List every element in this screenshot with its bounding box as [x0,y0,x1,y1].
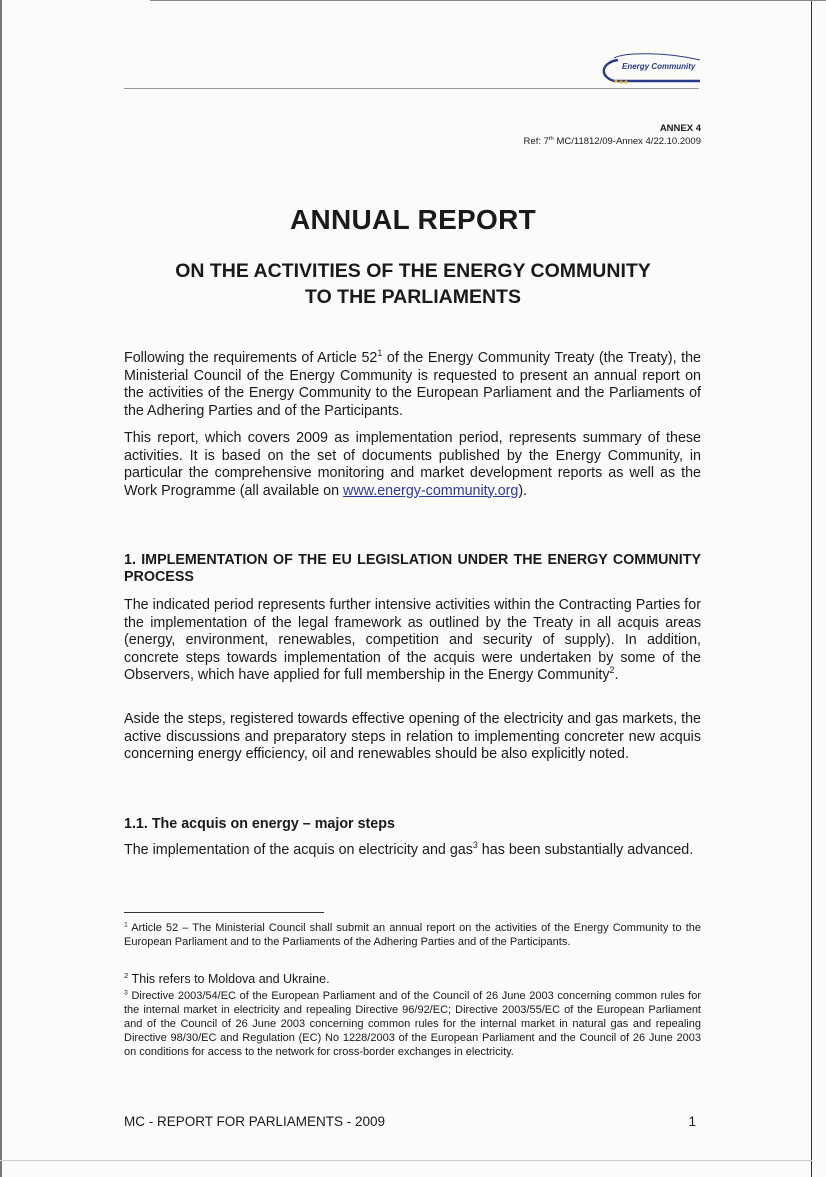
section-1-1-paragraph: The implementation of the acquis on electricity and gas$^3$ has been substantially advanced. [124,840,694,858]
scan-edge-bottom [0,1160,812,1161]
annex-ref: Ref: 7th MC/11812/09-Annex 4/22.10.2009 [523,135,701,147]
intro-paragraph: Following the requirements of Article $52^1$ of the Energy Community Treaty (the Treaty), the Ministerial Council of the Energy Community is requested to present an annual report on the activities of the Energy Community to the European Parliament and the Parliaments of the Adhering Parties and of the Participants. [124,348,702,419]
logo-text: Energy Community [622,62,696,71]
scope-paragraph: This report, which covers 2009 as implementation period, represents summary of these activities. It is based on the set of documents published by the Energy Community, in particular the comprehensive monitoring and market development reports as well as the Work Programme (all available on www.energy-community.org). [124,430,701,499]
section-1-heading: 1. IMPLEMENTATION OF THE EU LEGISLATION UNDER THE ENERGY COMMUNITY PROCESS [124,552,701,585]
footnote-ref-1[interactable]: 1 [377,348,383,359]
footnote-ref-2[interactable]: 2 [609,665,615,676]
page-number: 1 [688,1114,696,1129]
section-1-1-heading: 1.1. The acquis on energy – major steps [124,816,395,832]
scan-edge-left [0,0,2,1177]
section-1-paragraph-1: The indicated period represents further intensive activities within the Contracting Parties for the implementation of the legal framework as outlined by the Treaty in all acquis areas (energy, environment, renewables, competition and security of supply). In addition, concrete steps towards implementation of the acquis were undertaken by some of the Observers, which have applied for full membership in the Energy Community$^2$. [124,597,701,683]
scan-edge-top [150,0,826,1]
footnote-ref-3[interactable]: 3 [472,840,478,851]
footnote-3: $^3$ Directive 2003/54/EC of the European Parliament and of the Council of 26 June 2003 concerning common rules for the internal market in electricity and repealing Directive 96/92/EC; Directive 2003/55/EC of the European Parliament and of the Council of 26 June 2003 concerning common rules for the internal market in natural gas and repealing Directive 98/30/EC and Regulation (EC) No 1228/2003 of the European Parliament and the Council of 26 June 2003 on conditions for access to the network for cross-border exchanges in electricity. [124,989,701,1058]
footnote-rule [124,912,324,913]
page-footer: MC - REPORT FOR PARLIAMENTS - 2009 [124,1114,386,1129]
page-subtitle: ON THE ACTIVITIES OF THE ENERGY COMMUNITY TO THE PARLIAMENTS [175,260,651,308]
footnote-1: $^1$ Article 52 – The Ministerial Council shall submit an annual report on the activities of the Energy Community to the European Parliament and to the Parliaments of the Adhering Parties and of the Participants. [124,921,701,948]
annex-label: ANNEX 4 [659,123,701,134]
scan-edge-right [811,0,812,1177]
energy-community-logo [596,52,704,88]
section-1-paragraph-2: Aside the steps, registered towards effective opening of the electricity and gas markets, the active discussions and preparatory steps in relation to implementing concreter new acquis concerning energy efficiency, oil and renewables should be also explicitly noted. [124,711,701,762]
footnote-2: $^2$ This refers to Moldova and Ukraine. [124,970,330,986]
header-rule [124,88,699,89]
website-link[interactable]: www.energy-community.org [343,482,519,499]
page-title: ANNUAL REPORT [289,204,537,235]
annex-reference [524,122,701,148]
